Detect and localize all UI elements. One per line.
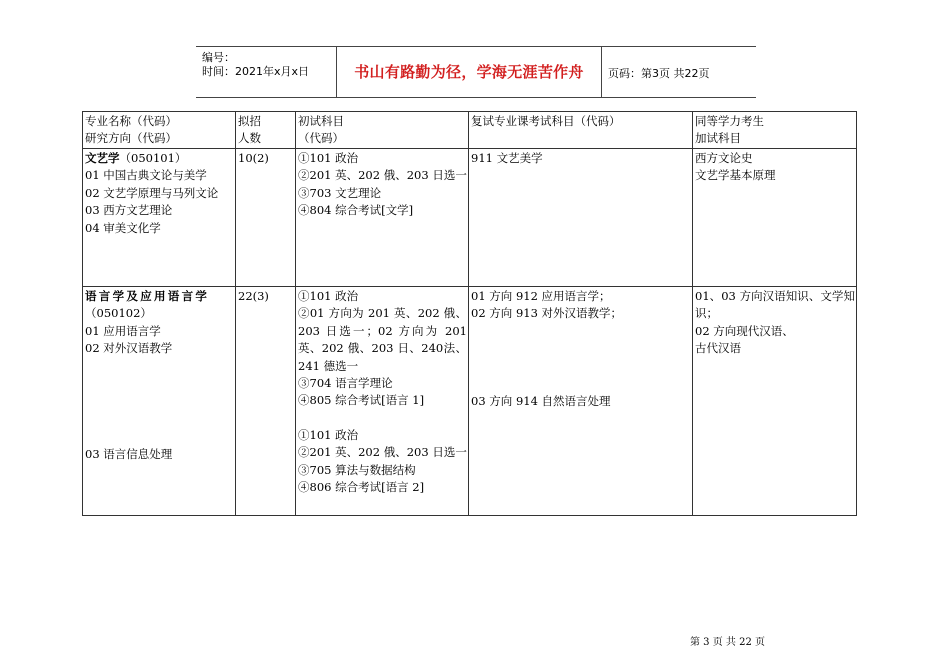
- header-meta-cell: [196, 47, 337, 97]
- table-row: [83, 149, 857, 287]
- exam-item: ①101 政治: [298, 289, 359, 303]
- header-major: 专业名称（代码） 研究方向（代码）: [83, 112, 236, 149]
- major-cell: [83, 287, 236, 516]
- table-row: [83, 287, 857, 516]
- exam-item: ③705 算法与数据结构: [298, 462, 416, 477]
- direction: 01 中国古典文论与美学: [85, 168, 207, 183]
- time-label: 时间：2021年x月x日: [202, 65, 310, 78]
- number-label: 编号：: [202, 51, 235, 64]
- motto: 书山有路勤为径，学海无涯苦作舟: [337, 47, 602, 97]
- exams-cell: [296, 287, 469, 516]
- direction: 02 文艺学原理与马列文论: [85, 185, 219, 200]
- major-name: 文艺学: [85, 151, 120, 165]
- admissions-table: [82, 111, 857, 516]
- exam-item: ②201 英、202 俄、203 日选一: [298, 445, 467, 460]
- direction: 03 西方文艺理论: [85, 203, 173, 218]
- page-footer: 第 3 页 共 22 页: [690, 637, 765, 648]
- major-code: （050101）: [119, 151, 187, 165]
- table-header-row: [83, 112, 857, 149]
- header-extra: 同等学力考生 加试科目: [693, 112, 857, 149]
- exam-item: ④805 综合考试[语言 1]: [298, 393, 425, 408]
- page-header: [196, 46, 756, 98]
- exam-item: ③704 语言学理论: [298, 376, 393, 391]
- header-retest: 复试专业课考试科目（代码）: [469, 112, 693, 149]
- exam-item: ④806 综合考试[语言 2]: [298, 480, 425, 495]
- extra-cell: 01、03 方向汉语知识、文学知识； 02 方向现代汉语、 古代汉语: [693, 287, 857, 516]
- header-quota: 拟招 人数: [236, 112, 296, 149]
- quota-cell: 10(2): [236, 149, 296, 287]
- exam-item: ①101 政治: [298, 427, 359, 442]
- exam-item: ③703 文艺理论: [298, 185, 382, 200]
- header-page-cell: [602, 47, 756, 97]
- exam-item: ④804 综合考试[文学]: [298, 203, 414, 218]
- quota-cell: 22(3): [236, 287, 296, 516]
- direction: 02 对外汉语教学: [85, 341, 173, 356]
- major-code: （050102）: [85, 306, 152, 321]
- header-exams: 初试科目 （代码）: [296, 112, 469, 149]
- direction: 01 应用语言学: [85, 323, 161, 338]
- direction: 03 语言信息处理: [85, 446, 173, 461]
- exam-item: ②01 方向为 201 英、202 俄、203 日选一；02 方向为 201 英、202 俄、203 日、240法、241 德选一: [298, 306, 467, 373]
- major-cell: [83, 149, 236, 287]
- extra-cell: 西方文论史 文艺学基本原理: [693, 149, 857, 287]
- direction: 04 审美文化学: [85, 220, 161, 235]
- major-name: 语言学及应用语言学: [85, 289, 210, 303]
- retest-cell: 911 文艺美学: [469, 149, 693, 287]
- exam-item: ②201 英、202 俄、203 日选一: [298, 168, 467, 183]
- exams-cell: [296, 149, 469, 287]
- page-label: 页码：第3页 共22页: [608, 67, 710, 80]
- exam-item: ①101 政治: [298, 151, 359, 165]
- retest-cell: 01 方向 912 应用语言学； 02 方向 913 对外汉语教学； 03 方向 914 自然语言处理: [469, 287, 693, 516]
